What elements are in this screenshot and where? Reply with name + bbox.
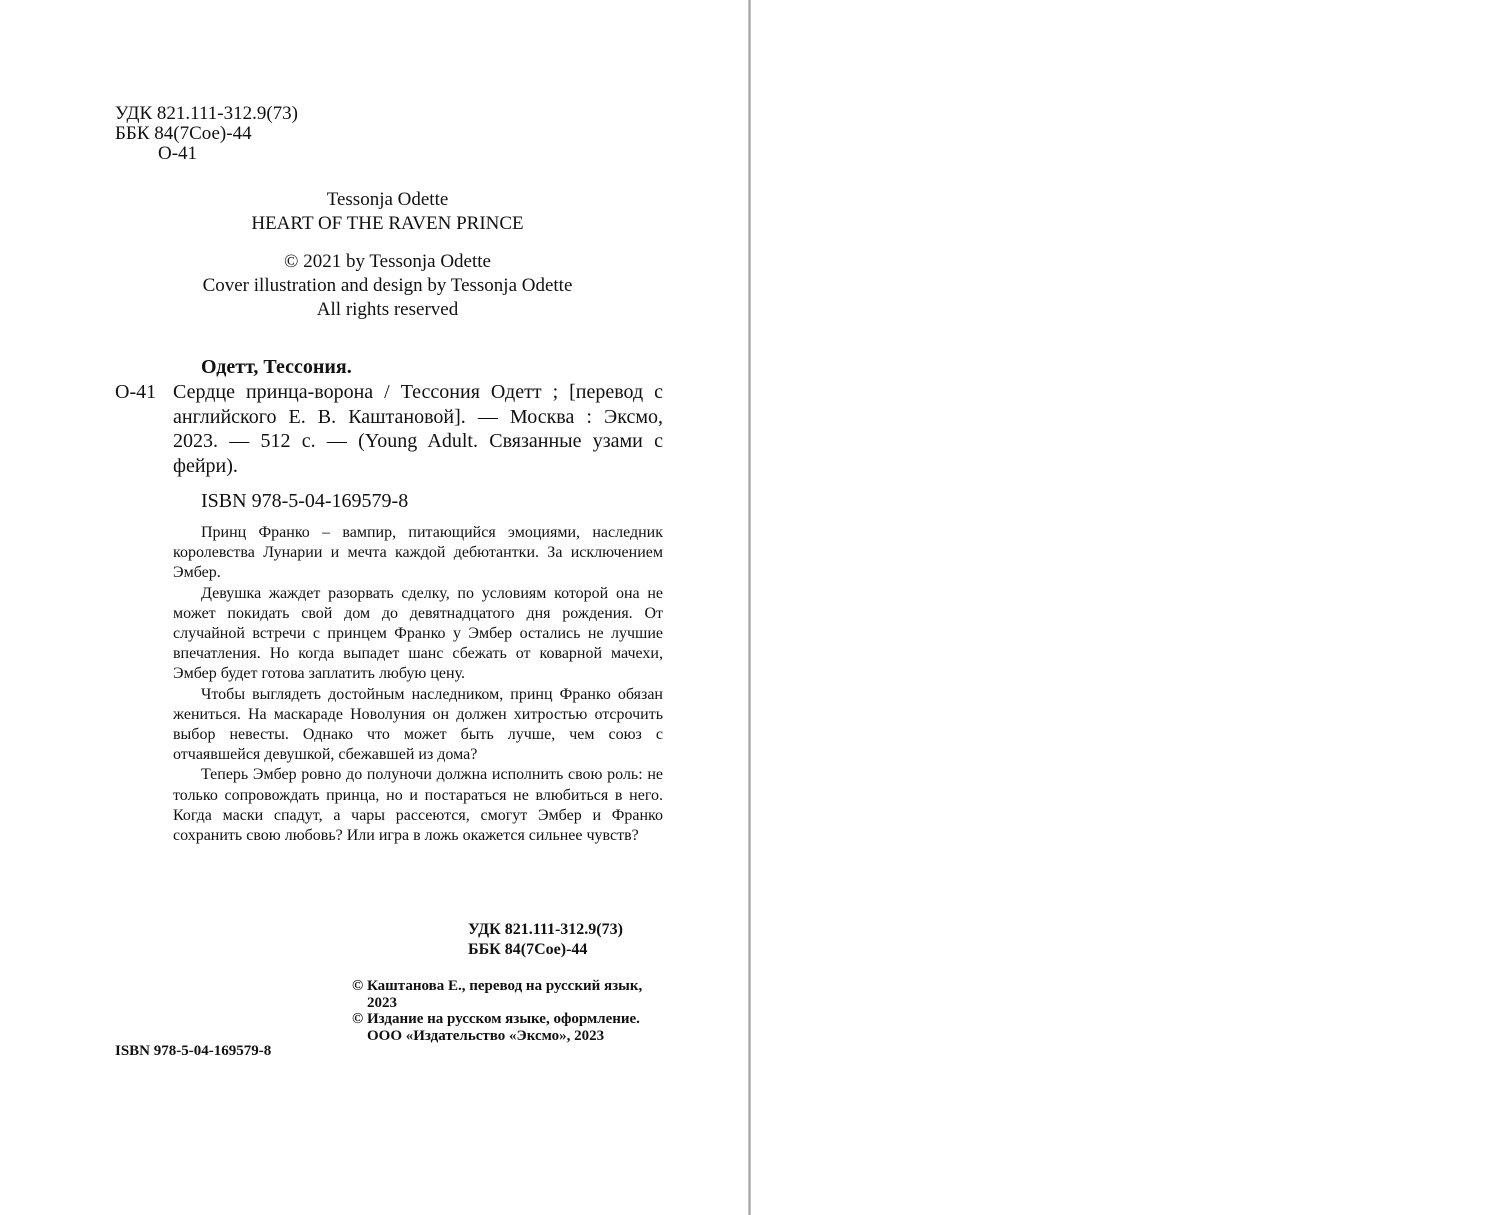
copyright-line: © 2021 by Tessonja Odette: [284, 251, 491, 272]
bbk-line: ББК 84(7Сое)-44: [115, 123, 252, 144]
annotation-paragraph: Теперь Эмбер ровно до полуночи должна исполнить свою роль: не только сопровождать принца, но и постараться не влюбиться в него. Когда маски спадут, а чары рассеются, смогут Эмбер и Франко сохранить свою любовь? Или игра в ложь окажется сильнее чувств?: [173, 766, 663, 845]
copyright-line: Cover illustration and design by Tessonja Odette: [202, 275, 573, 296]
rights-line: © Каштанова Е., перевод на русский язык, 2023: [352, 978, 643, 1011]
isbn-bottom: ISBN 978-5-04-169579-8: [115, 1043, 272, 1059]
bib-description: Сердце принца-ворона / Тессония Одетт ; [перевод с английского Е. В. Каштановой]. — Москва : Эксмо, 2023. — 512 с. — (Young Adult. Связанные узами с фейри).: [173, 381, 663, 477]
bib-isbn: ISBN 978-5-04-169579-8: [201, 490, 409, 512]
original-edition-info: [160, 188, 615, 236]
udk-line: УДК 821.111-312.9(73): [115, 103, 298, 124]
udk-block-top: [115, 104, 298, 164]
rights-line: © Издание на русском языке, оформление. ООО «Издательство «Эксмо», 2023: [352, 1011, 640, 1044]
annotation-paragraph: Девушка жаждет разорвать сделку, по условиям которой она не может покидать свой дом до девятнадцатого дня рождения. От случайной встречи с принцем Франко у Эмбер остались не лучшие впечатления. Но когда выпадет шанс сбежать от коварной мачехи, Эмбер будет готова заплатить любую цену.: [173, 584, 663, 683]
bib-code: О-41: [115, 381, 157, 403]
udk-line: УДК 821.111-312.9(73): [468, 921, 623, 938]
rights-block: [352, 978, 664, 1044]
original-author: Tessonja Odette: [326, 189, 449, 210]
annotation: [173, 523, 663, 846]
copyright-line: All rights reserved: [316, 299, 459, 320]
bib-author: Одетт, Тессония.: [201, 356, 352, 378]
author-mark: О-41: [158, 143, 198, 164]
original-title: HEART OF THE RAVEN PRINCE: [251, 213, 524, 234]
udk-block-bottom: [468, 920, 623, 960]
bbk-line: ББК 84(7Сое)-44: [468, 941, 588, 958]
left-page: [0, 0, 749, 1215]
copyright-block: [160, 250, 615, 322]
right-page: [751, 0, 1500, 1215]
annotation-paragraph: Чтобы выглядеть достойным наследником, принц Франко обязан жениться. На маскараде Новолуния он должен хитростью отсрочить выбор невесты. Однако что может быть лучше, чем союз с отчаявшейся девушкой, сбежавшей из дома?: [173, 685, 663, 764]
annotation-paragraph: Принц Франко – вампир, питающийся эмоциями, наследник королевства Лунарии и мечта каждой дебютантки. За исключением Эмбер.: [173, 524, 663, 582]
